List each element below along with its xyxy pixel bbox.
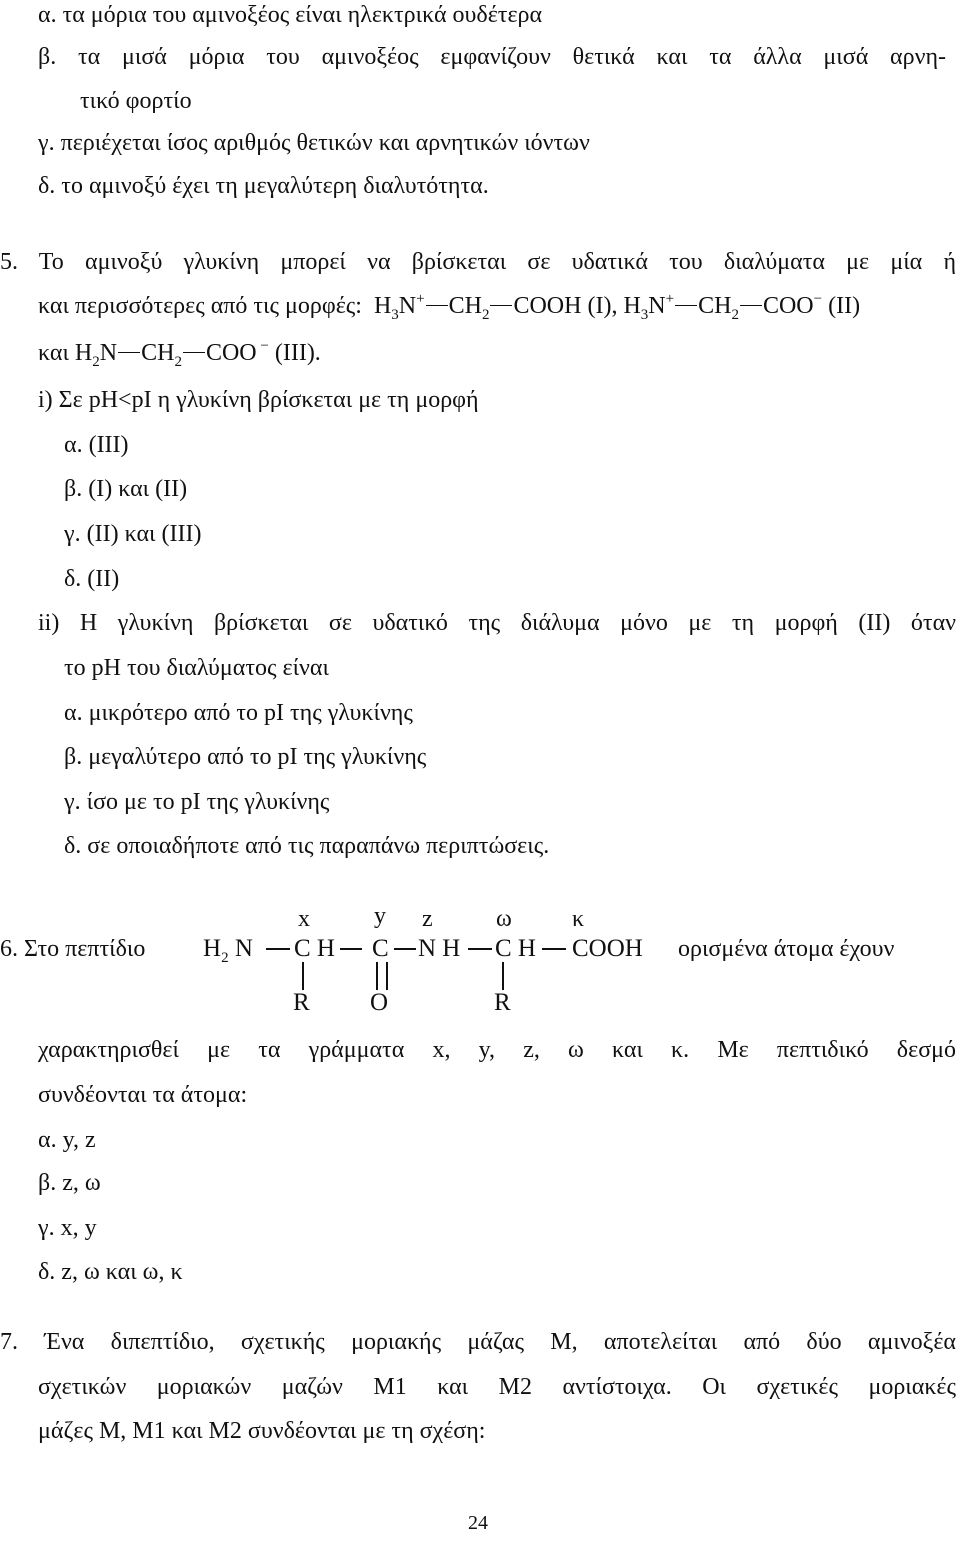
form2-label: (II) <box>828 293 861 319</box>
q4-option-b-line2: τικό φορτίο <box>80 88 192 114</box>
q5-ii-option-c: γ. ίσο με το pI της γλυκίνης <box>64 789 330 815</box>
bond-n-c1 <box>266 948 290 950</box>
label-y: y <box>374 903 386 929</box>
q5-i-option-d: δ. (II) <box>64 566 120 592</box>
q5-i-option-c: γ. (II) και (III) <box>64 521 202 547</box>
q4-option-b-line1: β. τα μισά μόρια του αμινοξέος εμφανίζουν θετικά και τα άλλα μισά αρνη- <box>38 44 946 70</box>
q6-text-line1: χαρακτηρισθεί με τα γράμματα x, y, z, ω και κ. Με πεπτιδικό δεσμό <box>38 1037 956 1063</box>
q5-i-stem: i) Σε pH<pI η γλυκίνη βρίσκεται με τη μορφή <box>38 387 479 413</box>
q7-line2: σχετικών μοριακών μαζών Μ1 και Μ2 αντίστοιχα. Οι σχετικές μοριακές <box>38 1374 956 1400</box>
q5-ii-option-a: α. μικρότερο από το pI της γλυκίνης <box>64 700 413 726</box>
q7-line3: μάζες Μ, Μ1 και Μ2 συνδέονται με τη σχέση: <box>38 1418 486 1444</box>
peptide-h2n: $H_2$ N <box>203 935 253 966</box>
peptide-cooh: COOH <box>572 935 643 962</box>
q5-line3-prefix: και <box>38 340 69 366</box>
peptide-ch2: C H <box>495 935 536 962</box>
bond-c1-r <box>302 962 304 990</box>
peptide-nh: N H <box>418 935 461 962</box>
q5-ii-stem-line2: το pH του διαλύματος είναι <box>64 655 329 681</box>
q4-option-a: α. τα μόρια του αμινοξέος είναι ηλεκτρικά ουδέτερα <box>38 2 543 28</box>
q4-option-c: γ. περιέχεται ίσος αριθμός θετικών και αρνητικών ιόντων <box>38 130 590 156</box>
q6-option-b: β. z, ω <box>38 1170 101 1196</box>
formula-form2: $H_3N^+$ $CH_2$ COO− <box>623 291 823 323</box>
q5-i-option-b: β. (I) και (II) <box>64 476 188 502</box>
q5-forms-line3 <box>38 338 321 371</box>
label-z: z <box>422 906 433 932</box>
formula-form1: $H_3N^+$ $CH_2$ COOH <box>367 291 582 323</box>
formula-form3: $H_2N$ $CH_2$ COO − <box>74 338 269 370</box>
q5-forms-line <box>38 291 860 324</box>
q6-suffix: ορισμένα άτομα έχουν <box>678 936 895 962</box>
bond-c-nh <box>394 948 416 950</box>
q6-text-line2: συνδέονται τα άτομα: <box>38 1082 248 1108</box>
q5-ii-stem-line1: ii) Η γλυκίνη βρίσκεται σε υδατικό της διάλυμα μόνο με τη μορφή (II) όταν <box>38 610 956 636</box>
bond-c-o-1 <box>376 962 378 990</box>
bond-c2-r <box>502 962 504 990</box>
form3-label: (III). <box>274 340 321 366</box>
q6-option-d: δ. z, ω και ω, κ <box>38 1259 183 1285</box>
q5-intro: 5. Το αμινοξύ γλυκίνη μπορεί να βρίσκεται σε υδατικά του διαλύματα με μία ή <box>0 249 956 275</box>
bond-nh-ch2 <box>468 948 492 950</box>
bond-c-o-2 <box>386 962 388 990</box>
q5-forms-prefix: και περισσότερες από τις μορφές: <box>38 293 362 319</box>
q6-option-a: α. y, z <box>38 1127 96 1153</box>
substituent-o: O <box>370 989 389 1016</box>
label-x: x <box>298 906 310 932</box>
form1-label: (I), <box>587 293 618 319</box>
substituent-r2: R <box>494 989 511 1016</box>
page-number: 24 <box>468 1512 488 1534</box>
substituent-r1: R <box>293 989 310 1016</box>
q7-line1: 7. Ένα διπεπτίδιο, σχετικής μοριακής μάζας Μ, αποτελείται από δύο αμινοξέα <box>0 1329 956 1355</box>
q6-option-c: γ. x, y <box>38 1215 97 1241</box>
label-kappa: κ <box>572 906 585 932</box>
bond-ch1-c <box>340 948 362 950</box>
q5-ii-option-b: β. μεγαλύτερο από το pI της γλυκίνης <box>64 744 427 770</box>
peptide-c: C <box>372 935 389 962</box>
q4-option-d: δ. το αμινοξύ έχει τη μεγαλύτερη διαλυτότητα. <box>38 173 489 199</box>
q6-prefix: 6. Στο πεπτίδιο <box>0 936 146 962</box>
label-omega: ω <box>496 906 512 932</box>
peptide-ch1: C H <box>294 935 335 962</box>
bond-ch2-cooh <box>542 948 566 950</box>
q5-i-option-a: α. (III) <box>64 432 129 458</box>
q5-ii-option-d: δ. σε οποιαδήποτε από τις παραπάνω περιπτώσεις. <box>64 833 550 859</box>
